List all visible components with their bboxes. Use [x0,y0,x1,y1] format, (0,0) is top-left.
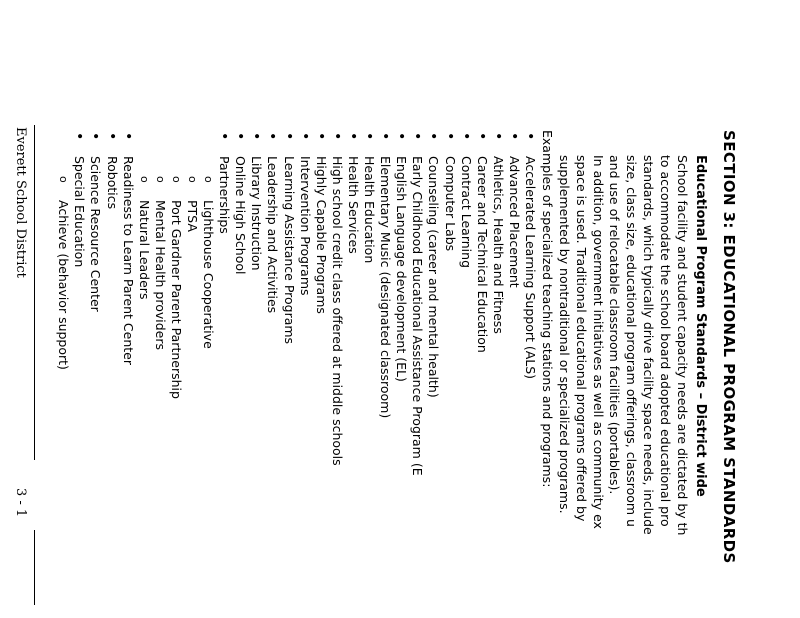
list-item: • Online High School [232,130,248,476]
list-item: • Highly Capable Programs [313,130,329,476]
list-item: • Special Education [71,130,87,476]
list-item: • Readiness to Learn Parent Center [120,130,136,476]
list-item: • Learning Assistance Programs [281,130,297,476]
list-item: • Science Resource Center [87,130,103,476]
footer-rule-right [34,530,35,605]
list-item: • Athletics, Health and Fitness [490,130,506,476]
section-title: SECTION 3: EDUCATIONAL PROGRAM STANDARDS [720,130,738,564]
list-intro: Examples of specialized teaching stations and programs: [540,130,555,488]
sub-list-item: o PTSA [184,130,200,476]
sub-list-item: o Port Gardner Parent Partnership [168,130,184,476]
list-item: • Computer Labs [441,130,457,476]
list-item: • Accelerated Learning Support (ALS) [522,130,538,476]
paragraph-line: In addition, government initiatives as well as community ex [591,155,606,529]
sub-list-item: o Natural Leaders [136,130,152,476]
paragraph-line: supplemented by nontraditional or specialized programs. [557,155,572,514]
list-item: • Intervention Programs [297,130,313,476]
list-item: • Leadership and Activities [264,130,280,476]
paragraph-line: School facility and student capacity needs are dictated by th [675,155,690,536]
paragraph-line: and use of relocatable classroom facilities (portables). [607,155,622,495]
list-item: • Partnerships [216,130,232,476]
sub-list-item: o Achieve (behavior support) [55,130,71,476]
paragraph-line: standards, which typically drive facility space needs, include [641,155,656,535]
list-item: • Library Instruction [248,130,264,476]
list-item: • Early Childhood Educational Assistance Program (E [409,130,425,476]
list-item: • Health Education [361,130,377,476]
list-item: • Health Services [345,130,361,476]
paragraph-initiatives [556,155,607,529]
list-item: • Robotics [103,130,119,476]
list-item: • English Language development (EL) [393,130,409,476]
list-item: • Counseling (career and mental health) [425,130,441,476]
footer-rule-left [34,125,35,460]
paragraph-line: to accommodate the school board adopted educational pro [658,155,673,527]
section-subheading: Educational Program Standards – District wide [693,155,708,497]
sub-list-item: o Lighthouse Cooperative [200,130,216,476]
footer-page-number: 3 - 1 [13,488,28,518]
paragraph-line: size, class size, educational program offerings, classroom u [624,155,639,527]
list-item: • Advanced Placement [506,130,522,476]
list-item: • Contract Learning [458,130,474,476]
list-item: • Elementary Music (designated classroom) [377,130,393,476]
sub-list-item: o Mental Health providers [152,130,168,476]
paragraph-line: space is used. Traditional educational programs offered by [574,155,589,522]
footer-district-name: Everett School District [13,127,28,278]
paragraph-capacity-needs [606,155,691,535]
list-item: • Career and Technical Education [474,130,490,476]
program-list [55,130,538,476]
list-item: • High school credit class offered at middle schools [329,130,345,476]
